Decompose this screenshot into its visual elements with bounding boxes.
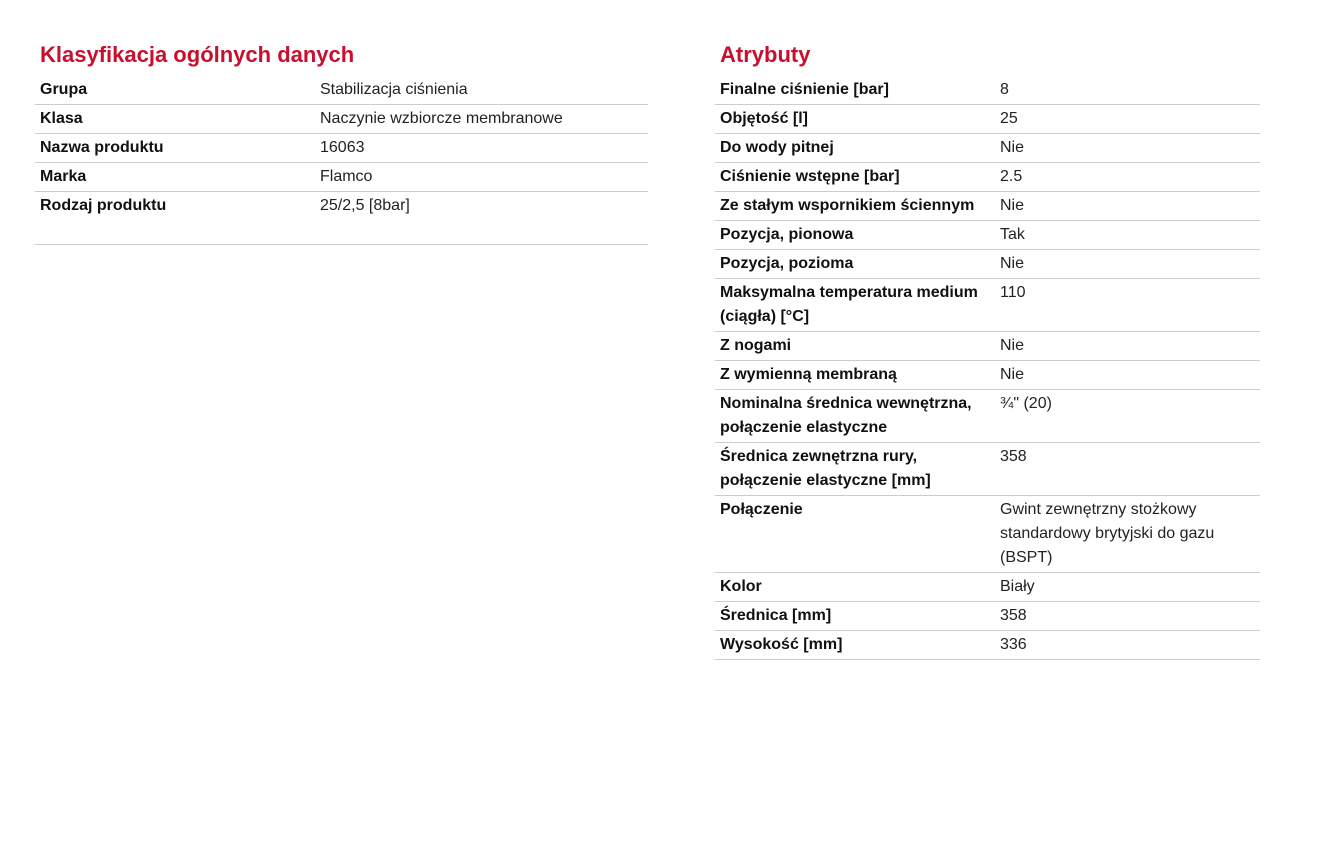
row-label: Finalne ciśnienie [bar] bbox=[715, 76, 995, 105]
classification-panel bbox=[35, 40, 648, 245]
row-value: 358 bbox=[995, 602, 1260, 631]
table-row bbox=[715, 279, 1260, 332]
table-row bbox=[35, 105, 648, 134]
row-label: Średnica zewnętrzna rury, połączenie elastyczne [mm] bbox=[715, 443, 995, 496]
table-row bbox=[715, 602, 1260, 631]
row-value: 336 bbox=[995, 631, 1260, 660]
row-label: Maksymalna temperatura medium (ciągła) [°C] bbox=[715, 279, 995, 332]
table-row bbox=[715, 361, 1260, 390]
row-value: Nie bbox=[995, 361, 1260, 390]
row-label: Wysokość [mm] bbox=[715, 631, 995, 660]
row-value: 8 bbox=[995, 76, 1260, 105]
table-row bbox=[715, 332, 1260, 361]
row-label: Z wymienną membraną bbox=[715, 361, 995, 390]
table-row bbox=[715, 163, 1260, 192]
row-value: Naczynie wzbiorcze membranowe bbox=[315, 105, 648, 134]
row-label: Nazwa produktu bbox=[35, 134, 315, 163]
table-row bbox=[715, 192, 1260, 221]
row-value: 16063 bbox=[315, 134, 648, 163]
table-row bbox=[715, 631, 1260, 660]
row-value: 25/2,5 [8bar] bbox=[315, 192, 648, 245]
table-row bbox=[715, 76, 1260, 105]
table-row bbox=[35, 76, 648, 105]
row-label: Pozycja, pionowa bbox=[715, 221, 995, 250]
row-value: ¾" (20) bbox=[995, 390, 1260, 443]
row-value: Nie bbox=[995, 332, 1260, 361]
table-row bbox=[35, 192, 648, 245]
row-value: Biały bbox=[995, 573, 1260, 602]
row-value: Tak bbox=[995, 221, 1260, 250]
row-value: Nie bbox=[995, 134, 1260, 163]
row-value: 358 bbox=[995, 443, 1260, 496]
row-value: Nie bbox=[995, 192, 1260, 221]
row-label: Rodzaj produktu bbox=[35, 192, 315, 245]
row-label: Połączenie bbox=[715, 496, 995, 573]
table-row bbox=[715, 250, 1260, 279]
row-label: Do wody pitnej bbox=[715, 134, 995, 163]
row-label: Klasa bbox=[35, 105, 315, 134]
table-row bbox=[715, 496, 1260, 573]
row-label: Kolor bbox=[715, 573, 995, 602]
row-label: Nominalna średnica wewnętrzna, połączenie elastyczne bbox=[715, 390, 995, 443]
attributes-title: Atrybuty bbox=[720, 42, 811, 67]
row-label: Grupa bbox=[35, 76, 315, 105]
row-value: 110 bbox=[995, 279, 1260, 332]
table-row bbox=[715, 390, 1260, 443]
table-row bbox=[35, 134, 648, 163]
table-row bbox=[715, 573, 1260, 602]
row-value: Nie bbox=[995, 250, 1260, 279]
table-row bbox=[715, 221, 1260, 250]
attributes-table bbox=[715, 76, 1260, 660]
row-value: Stabilizacja ciśnienia bbox=[315, 76, 648, 105]
table-row bbox=[715, 134, 1260, 163]
row-label: Ciśnienie wstępne [bar] bbox=[715, 163, 995, 192]
row-label: Z nogami bbox=[715, 332, 995, 361]
table-row bbox=[35, 163, 648, 192]
attributes-panel bbox=[715, 40, 1260, 660]
row-label: Marka bbox=[35, 163, 315, 192]
row-value: 25 bbox=[995, 105, 1260, 134]
row-value: Gwint zewnętrzny stożkowy standardowy brytyjski do gazu (BSPT) bbox=[995, 496, 1260, 573]
row-label: Objętość [l] bbox=[715, 105, 995, 134]
row-label: Ze stałym wspornikiem ściennym bbox=[715, 192, 995, 221]
table-row bbox=[715, 105, 1260, 134]
row-value: Flamco bbox=[315, 163, 648, 192]
classification-title: Klasyfikacja ogólnych danych bbox=[40, 42, 355, 67]
classification-table bbox=[35, 76, 648, 245]
row-value: 2.5 bbox=[995, 163, 1260, 192]
row-label: Pozycja, pozioma bbox=[715, 250, 995, 279]
row-label: Średnica [mm] bbox=[715, 602, 995, 631]
table-row bbox=[715, 443, 1260, 496]
